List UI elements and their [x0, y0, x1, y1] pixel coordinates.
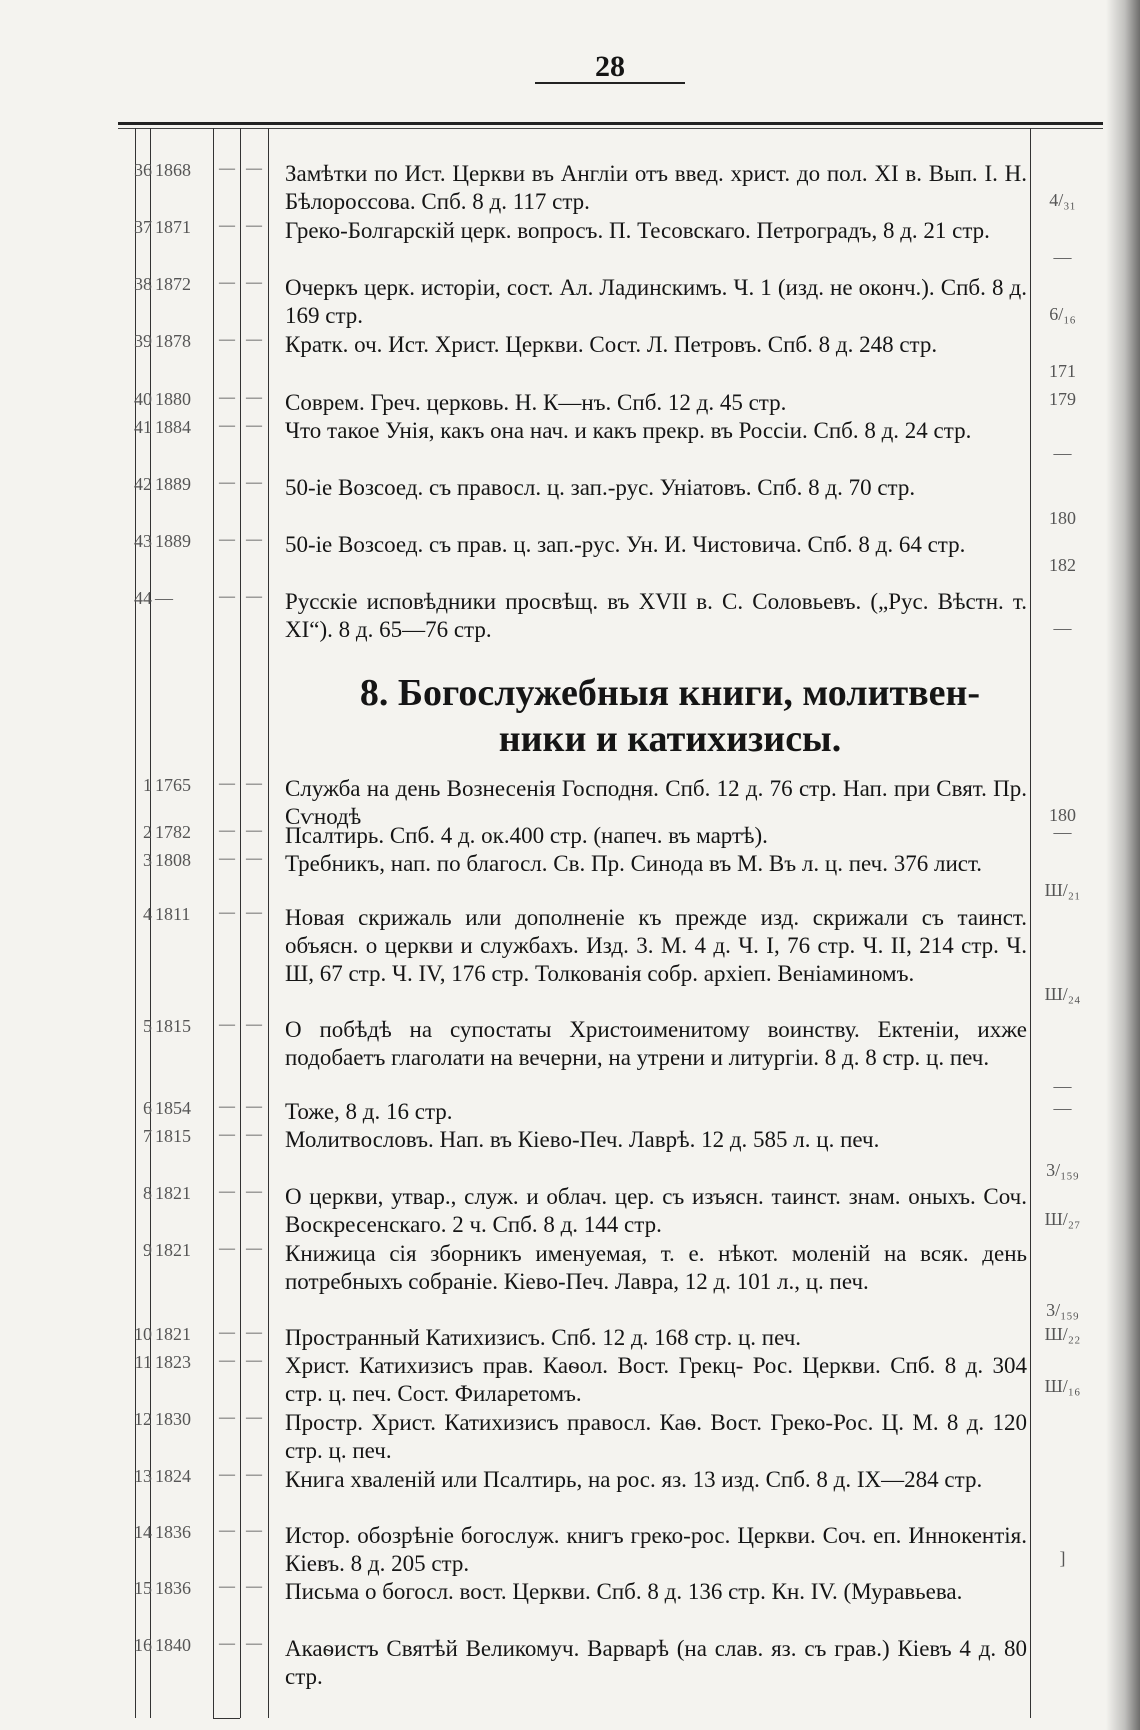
entry-price: — — [1053, 1076, 1072, 1096]
entry-year: 1836 — [155, 1578, 191, 1598]
entry-number: 11 — [134, 1352, 152, 1372]
entry-dash: — — [219, 775, 235, 792]
entry-description: Требникъ, нап. по благосл. Св. Пр. Синода въ М. Въ л. ц. печ. 376 лист. — [285, 851, 983, 876]
page-edge-shadow — [1106, 0, 1140, 1730]
entry-dash: — — [246, 1409, 262, 1426]
entry-price: 3/₁₅₉ — [1046, 1160, 1079, 1180]
entry-dash: — — [219, 1466, 235, 1483]
entry-description: Кратк. оч. Ист. Христ. Церкви. Сост. Л. Петровъ. Спб. 8 д. 248 стр. — [285, 332, 938, 357]
entry-year: 1871 — [155, 217, 191, 237]
entry-price: — — [1053, 247, 1072, 267]
entry-year: 1808 — [155, 850, 191, 870]
entry-year: 1884 — [155, 417, 191, 437]
entry-year: — — [155, 588, 173, 608]
entry-description: Псалтирь. Спб. 4 д. ок.400 стр. (напеч. въ мартѣ). — [285, 823, 768, 848]
entry-year: 1823 — [155, 1352, 191, 1372]
entry-description: Греко-Болгарскій церк. вопросъ. П. Тесовскаго. Петроградъ, 8 д. 21 стр. — [285, 218, 990, 243]
header-rule — [118, 122, 1103, 125]
entry-dash: — — [219, 474, 235, 491]
entry-dash: — — [246, 274, 262, 291]
entry-number: 43 — [134, 531, 152, 551]
entry-dash: — — [219, 1635, 235, 1652]
entry-dash: — — [246, 904, 262, 921]
entry-description: Новая скрижаль или дополненіе къ прежде изд. скрижали съ таинст. объясн. о церкви и службахъ. Изд. 3. М. 4 д. Ч. I, 76 стр. Ч. II, 214 стр. Ч. Ш, 67 стр. Ч. IV, 176 стр. Толкованія собр. архіеп. Веніаминомъ. — [285, 905, 1027, 986]
entry-dash: — — [219, 331, 235, 348]
entry-price: 6/₁₆ — [1049, 304, 1076, 324]
entry-dash: — — [246, 1578, 262, 1595]
entry-number: 10 — [134, 1324, 152, 1344]
entry-year: 1811 — [155, 904, 191, 924]
entry-price: 180 — [1049, 805, 1076, 825]
entry-number: 36 — [134, 160, 152, 180]
column-rule-foot — [213, 1718, 240, 1719]
entry-year: 1840 — [155, 1635, 191, 1655]
entry-number: 16 — [134, 1635, 152, 1655]
entry-dash: — — [219, 217, 235, 234]
entry-price: 182 — [1049, 555, 1076, 575]
page-number: 28 — [595, 50, 625, 83]
entry-price: — — [1053, 822, 1072, 842]
column-rule-desc — [1030, 128, 1031, 1718]
entry-dash: — — [246, 822, 262, 839]
entry-description: Служба на день Вознесенія Господня. Спб. 12 д. 76 стр. Нап. при Свят. Пр. Сѵнодѣ — [285, 776, 1027, 829]
entry-dash: — — [219, 274, 235, 291]
entry-price: Ш/₁₆ — [1044, 1376, 1081, 1396]
entry-description: Замѣтки по Ист. Церкви въ Англіи отъ введ. христ. до пол. XI в. Вып. I. Н. Бѣлороссова. Спб. 8 д. 117 стр. — [285, 161, 1027, 214]
entry-dash: — — [246, 850, 262, 867]
entry-dash: — — [246, 1016, 262, 1033]
entry-number: 44 — [134, 588, 152, 608]
entry-number: 39 — [134, 331, 152, 351]
entry-dash: — — [219, 1409, 235, 1426]
entry-description: Очеркъ церк. исторіи, сост. Ал. Ладинскимъ. Ч. 1 (изд. не оконч.). Спб. 8 д. 169 стр. — [285, 275, 1027, 328]
column-rule-d2 — [268, 128, 269, 1718]
entry-dash: — — [246, 417, 262, 434]
entry-dash: — — [219, 417, 235, 434]
entry-dash: — — [246, 1522, 262, 1539]
entry-number: 41 — [134, 417, 152, 437]
entry-description: Письма о богосл. вост. Церкви. Спб. 8 д. 136 стр. Кн. IV. (Муравьева. — [285, 1579, 963, 1604]
entry-price: — — [1053, 443, 1072, 463]
entry-price: 3/₁₅₉ — [1046, 1300, 1079, 1320]
entry-price: Ш/₂₂ — [1044, 1324, 1081, 1344]
entry-number: 40 — [134, 389, 152, 409]
entry-number: 9 — [143, 1240, 152, 1260]
entry-description: Книжица сія зборникъ именуемая, т. е. нѣкот. моленій на всяк. день потребныхъ собраніе. Кіево-Печ. Лавра, 12 д. 101 л., ц. печ. — [285, 1241, 1027, 1294]
entry-dash: — — [246, 389, 262, 406]
entry-number: 42 — [134, 474, 152, 494]
entry-description: Акаѳистъ Святѣй Великомуч. Варварѣ (на слав. яз. съ грав.) Кіевъ 4 д. 80 стр. — [285, 1636, 1027, 1689]
header-rule-thin — [118, 128, 1103, 129]
entry-price: Ш/₂₄ — [1044, 984, 1081, 1004]
entry-number: 3 — [143, 850, 152, 870]
entry-dash: — — [219, 389, 235, 406]
entry-dash: — — [219, 1183, 235, 1200]
entry-number: 8 — [143, 1183, 152, 1203]
entry-description: Христ. Катихизисъ прав. Каѳол. Вост. Грекц- Рос. Церкви. Спб. 8 д. 304 стр. ц. печ. Сост. Филаретомъ. — [285, 1353, 1027, 1406]
entry-description: Что такое Унія, какъ она нач. и какъ прекр. въ Россіи. Спб. 8 д. 24 стр. — [285, 418, 972, 443]
entry-dash: — — [219, 904, 235, 921]
entry-dash: — — [219, 1578, 235, 1595]
entry-dash: — — [219, 1016, 235, 1033]
entry-year: 1830 — [155, 1409, 191, 1429]
entry-dash: — — [246, 217, 262, 234]
entry-dash: — — [219, 531, 235, 548]
entry-description: 50-іе Возсоед. съ правосл. ц. зап.-рус. Уніатовъ. Спб. 8 д. 70 стр. — [285, 475, 916, 500]
entry-price: — — [1053, 618, 1072, 638]
entry-price: Ш/₂₇ — [1044, 1209, 1081, 1229]
entry-price: 171 — [1049, 361, 1076, 381]
entry-price: — — [1053, 1098, 1072, 1118]
entry-number: 14 — [134, 1522, 152, 1542]
entry-number: 2 — [143, 822, 152, 842]
entry-year: 1815 — [155, 1016, 191, 1036]
page-number-underline — [535, 82, 685, 84]
entry-dash: — — [219, 850, 235, 867]
entry-dash: — — [246, 1466, 262, 1483]
entry-dash: — — [246, 160, 262, 177]
entry-year: 1868 — [155, 160, 191, 180]
entry-number: 6 — [143, 1098, 152, 1118]
entry-dash: — — [219, 1126, 235, 1143]
entry-description: 50-іе Возсоед. съ прав. ц. зап.-рус. Ун. И. Чистовича. Спб. 8 д. 64 стр. — [285, 532, 966, 557]
entry-price: 179 — [1049, 389, 1076, 409]
entry-dash: — — [219, 1240, 235, 1257]
entry-dash: — — [219, 1522, 235, 1539]
entry-year: 1821 — [155, 1324, 191, 1344]
entry-description: Книга хваленій или Псалтирь, на рос. яз. 13 изд. Спб. 8 д. IX—284 стр. — [285, 1467, 983, 1492]
entry-number: 15 — [134, 1578, 152, 1598]
entry-dash: — — [246, 531, 262, 548]
section-heading-line2: ники и катихизисы. — [498, 718, 842, 760]
entry-price: 180 — [1049, 508, 1076, 528]
entry-year: 1821 — [155, 1183, 191, 1203]
entry-description: О побѣдѣ на супостаты Христоименитому воинству. Ектеніи, ихже подобаетъ глаголати на вечерни, на утрени и литургіи. 8 д. 8 стр. ц. печ. — [285, 1017, 1027, 1070]
entry-dash: — — [246, 1352, 262, 1369]
section-heading — [300, 670, 1040, 762]
column-rule-d1 — [240, 128, 241, 1718]
entry-dash: — — [246, 474, 262, 491]
entry-year: 1836 — [155, 1522, 191, 1542]
entry-description: Простр. Христ. Катихизисъ правосл. Каѳ. Вост. Греко-Рос. Ц. М. 8 д. 120 стр. ц. печ. — [285, 1410, 1027, 1463]
entry-number: 1 — [143, 775, 152, 795]
entry-year: 1872 — [155, 274, 191, 294]
entry-dash: — — [246, 331, 262, 348]
entry-description: Русскіе исповѣдники просвѣщ. въ XVII в. С. Соловьевъ. („Рус. Вѣстн. т. XI“). 8 д. 65—76 стр. — [285, 589, 1027, 642]
entry-price: ] — [1059, 1548, 1066, 1568]
entry-dash: — — [246, 588, 262, 605]
entry-dash: — — [246, 1324, 262, 1341]
entry-dash: — — [219, 1098, 235, 1115]
entry-dash: — — [246, 1098, 262, 1115]
entry-year: 1880 — [155, 389, 191, 409]
entry-price: Ш/₂₁ — [1044, 880, 1081, 900]
entry-number: 37 — [134, 217, 152, 237]
entry-dash: — — [246, 1635, 262, 1652]
entry-dash: — — [219, 1324, 235, 1341]
entry-dash: — — [246, 775, 262, 792]
entry-dash: — — [246, 1183, 262, 1200]
entry-number: 7 — [143, 1126, 152, 1146]
entry-year: 1782 — [155, 822, 191, 842]
entry-description: О церкви, утвар., служ. и облач. цер. съ изъясн. таинст. знам. оныхъ. Соч. Воскресенскаго. 2 ч. Спб. 8 д. 144 стр. — [285, 1184, 1027, 1237]
entry-dash: — — [246, 1126, 262, 1143]
entry-description: Истор. обозрѣніе богослуж. книгъ греко-рос. Церкви. Соч. еп. Иннокентія. Кіевъ. 8 д. 205 стр. — [285, 1523, 1027, 1576]
entry-dash: — — [219, 160, 235, 177]
entry-dash: — — [246, 1240, 262, 1257]
entry-year: 1824 — [155, 1466, 191, 1486]
entry-year: 1889 — [155, 474, 191, 494]
entry-year: 1878 — [155, 331, 191, 351]
entry-year: 1821 — [155, 1240, 191, 1260]
entry-number: 12 — [134, 1409, 152, 1429]
entry-dash: — — [219, 1352, 235, 1369]
section-heading-line1: 8. Богослужебныя книги, молитвен- — [359, 672, 981, 714]
entry-price: 4/₃₁ — [1049, 190, 1076, 210]
entry-number: 13 — [134, 1466, 152, 1486]
entry-year: 1889 — [155, 531, 191, 551]
entry-description: Тоже, 8 д. 16 стр. — [285, 1099, 453, 1124]
entry-description: Молитвословъ. Нап. въ Кіево-Печ. Лаврѣ. 12 д. 585 л. ц. печ. — [285, 1127, 880, 1152]
entry-year: 1765 — [155, 775, 191, 795]
entry-dash: — — [219, 588, 235, 605]
entry-description: Соврем. Греч. церковь. Н. К—нъ. Спб. 12 д. 45 стр. — [285, 390, 787, 415]
entry-number: 38 — [134, 274, 152, 294]
entry-description: Пространный Катихизисъ. Спб. 12 д. 168 стр. ц. печ. — [285, 1325, 802, 1350]
entry-dash: — — [219, 822, 235, 839]
entry-year: 1854 — [155, 1098, 191, 1118]
entry-number: 4 — [143, 904, 152, 924]
entry-year: 1815 — [155, 1126, 191, 1146]
entry-number: 5 — [143, 1016, 152, 1036]
